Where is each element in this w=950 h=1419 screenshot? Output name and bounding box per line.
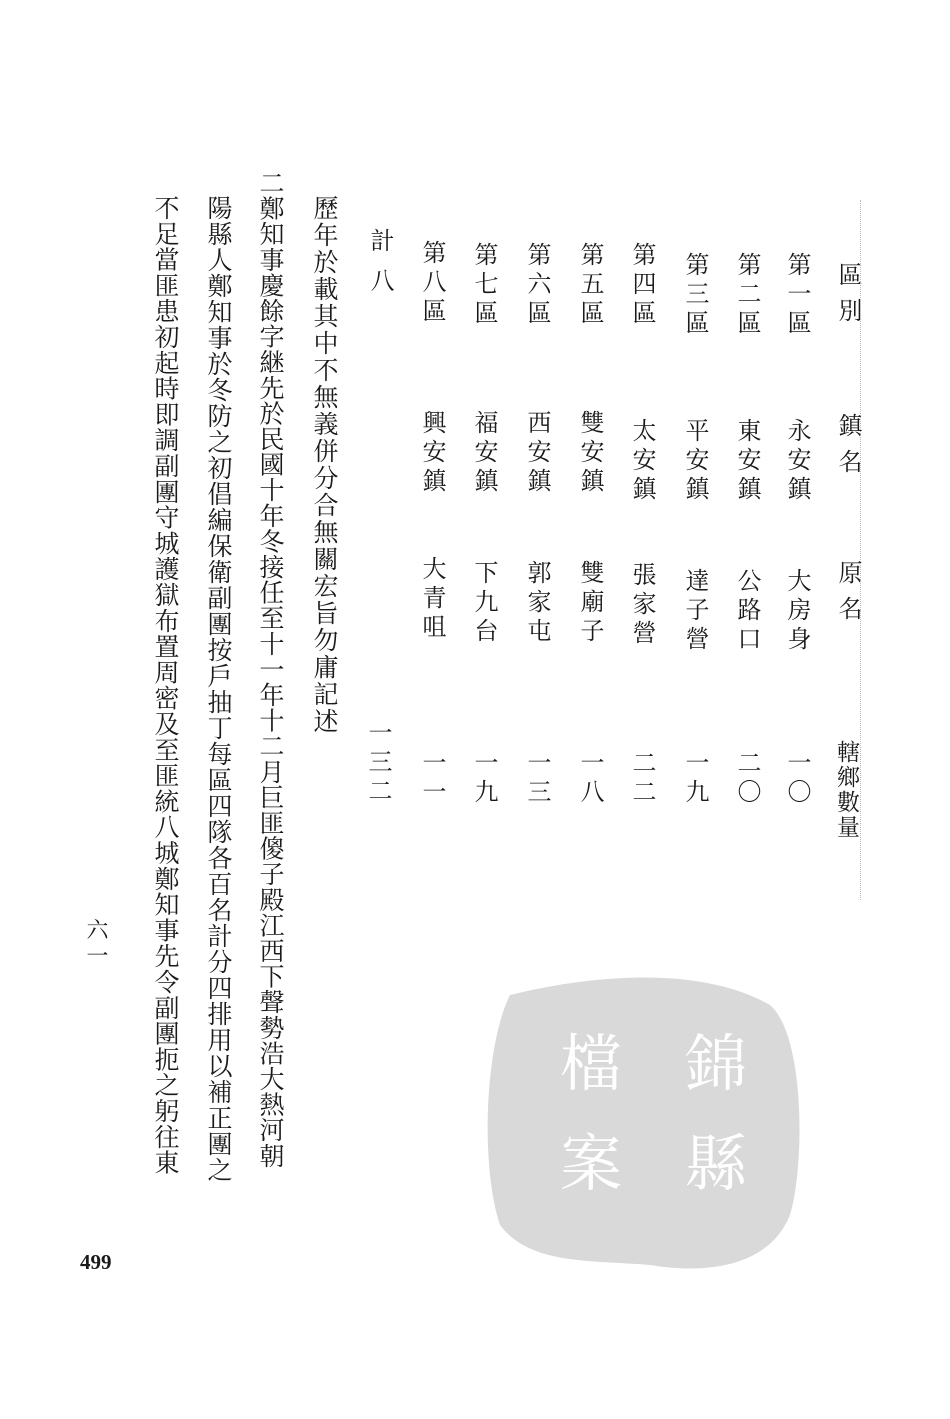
row-8-district: 第八區 [418,240,446,327]
body-line-3: 陽縣人鄭知事於冬防之初倡編保衛副團按戶抽丁每區四隊各百名計分四排用以補正團之 [204,195,233,1183]
row-1-town: 永安鎮 [783,418,811,505]
row-8-original: 大青咀 [418,556,446,643]
row-7-count: 一九 [470,750,498,808]
row-6-town: 西安鎮 [523,410,551,497]
body-line-4: 不足當匪患初起時即調副團守城護獄布置周密及至匪統八城鄭知事先令副團扼之躬往東 [151,195,180,1176]
row-2-original: 公路口 [733,568,761,655]
row-8-count: 一一 [418,750,446,808]
row-5-original: 雙廟子 [576,560,604,647]
total-count: 一三二 [364,720,392,807]
row-4-district: 第四區 [628,242,656,329]
folio: 六一 [83,918,108,970]
row-3-town: 平安鎮 [681,418,709,505]
row-4-original: 張家營 [628,562,656,649]
row-5-count: 一八 [576,750,604,808]
row-3-original: 達子營 [681,568,709,655]
row-6-district: 第六區 [523,242,551,329]
row-7-district: 第七區 [470,242,498,329]
row-7-original: 下九台 [470,560,498,647]
row-1-district: 第一區 [783,252,811,339]
header-original-name: 原名 [834,560,862,632]
row-1-original: 大房身 [783,568,811,655]
row-5-town: 雙安鎮 [576,410,604,497]
row-7-town: 福安鎮 [470,410,498,497]
row-2-count: 二〇 [733,750,761,808]
row-3-count: 一九 [681,750,709,808]
row-6-original: 郭家屯 [523,560,551,647]
row-4-count: 二二 [628,750,656,808]
row-3-district: 第三區 [681,252,709,339]
total-districts: 八 [366,268,394,297]
seal-char-3: 檔 [560,1027,623,1100]
seal-char-1: 錦 [685,1027,748,1100]
row-8-town: 興安鎮 [418,410,446,497]
row-1-count: 一〇 [783,750,811,808]
seal-char-4: 案 [560,1127,623,1200]
total-label: 計 [366,228,394,257]
column-rule [860,200,861,900]
row-2-town: 東安鎮 [733,418,761,505]
row-5-district: 第五區 [576,242,604,329]
row-2-district: 第二區 [733,252,761,339]
header-village-count: 轄鄉數量 [833,740,859,840]
header-town-name: 鎮名 [834,413,862,485]
body-line-1: 歷年於載其中不無義併分合無關宏旨勿庸記述 [310,195,339,735]
body-line-2: 二鄭知事慶餘字継先於民國十年冬接任至十一年十二月巨匪傻子殿江西下聲勢浩大熱河朝 [256,170,285,1169]
row-4-town: 太安鎮 [628,418,656,505]
page-number: 499 [80,1250,112,1274]
seal-char-2: 縣 [685,1127,748,1200]
row-6-count: 一三 [523,750,551,808]
archive-seal-watermark [470,965,810,1275]
header-district: 區別 [834,262,862,334]
